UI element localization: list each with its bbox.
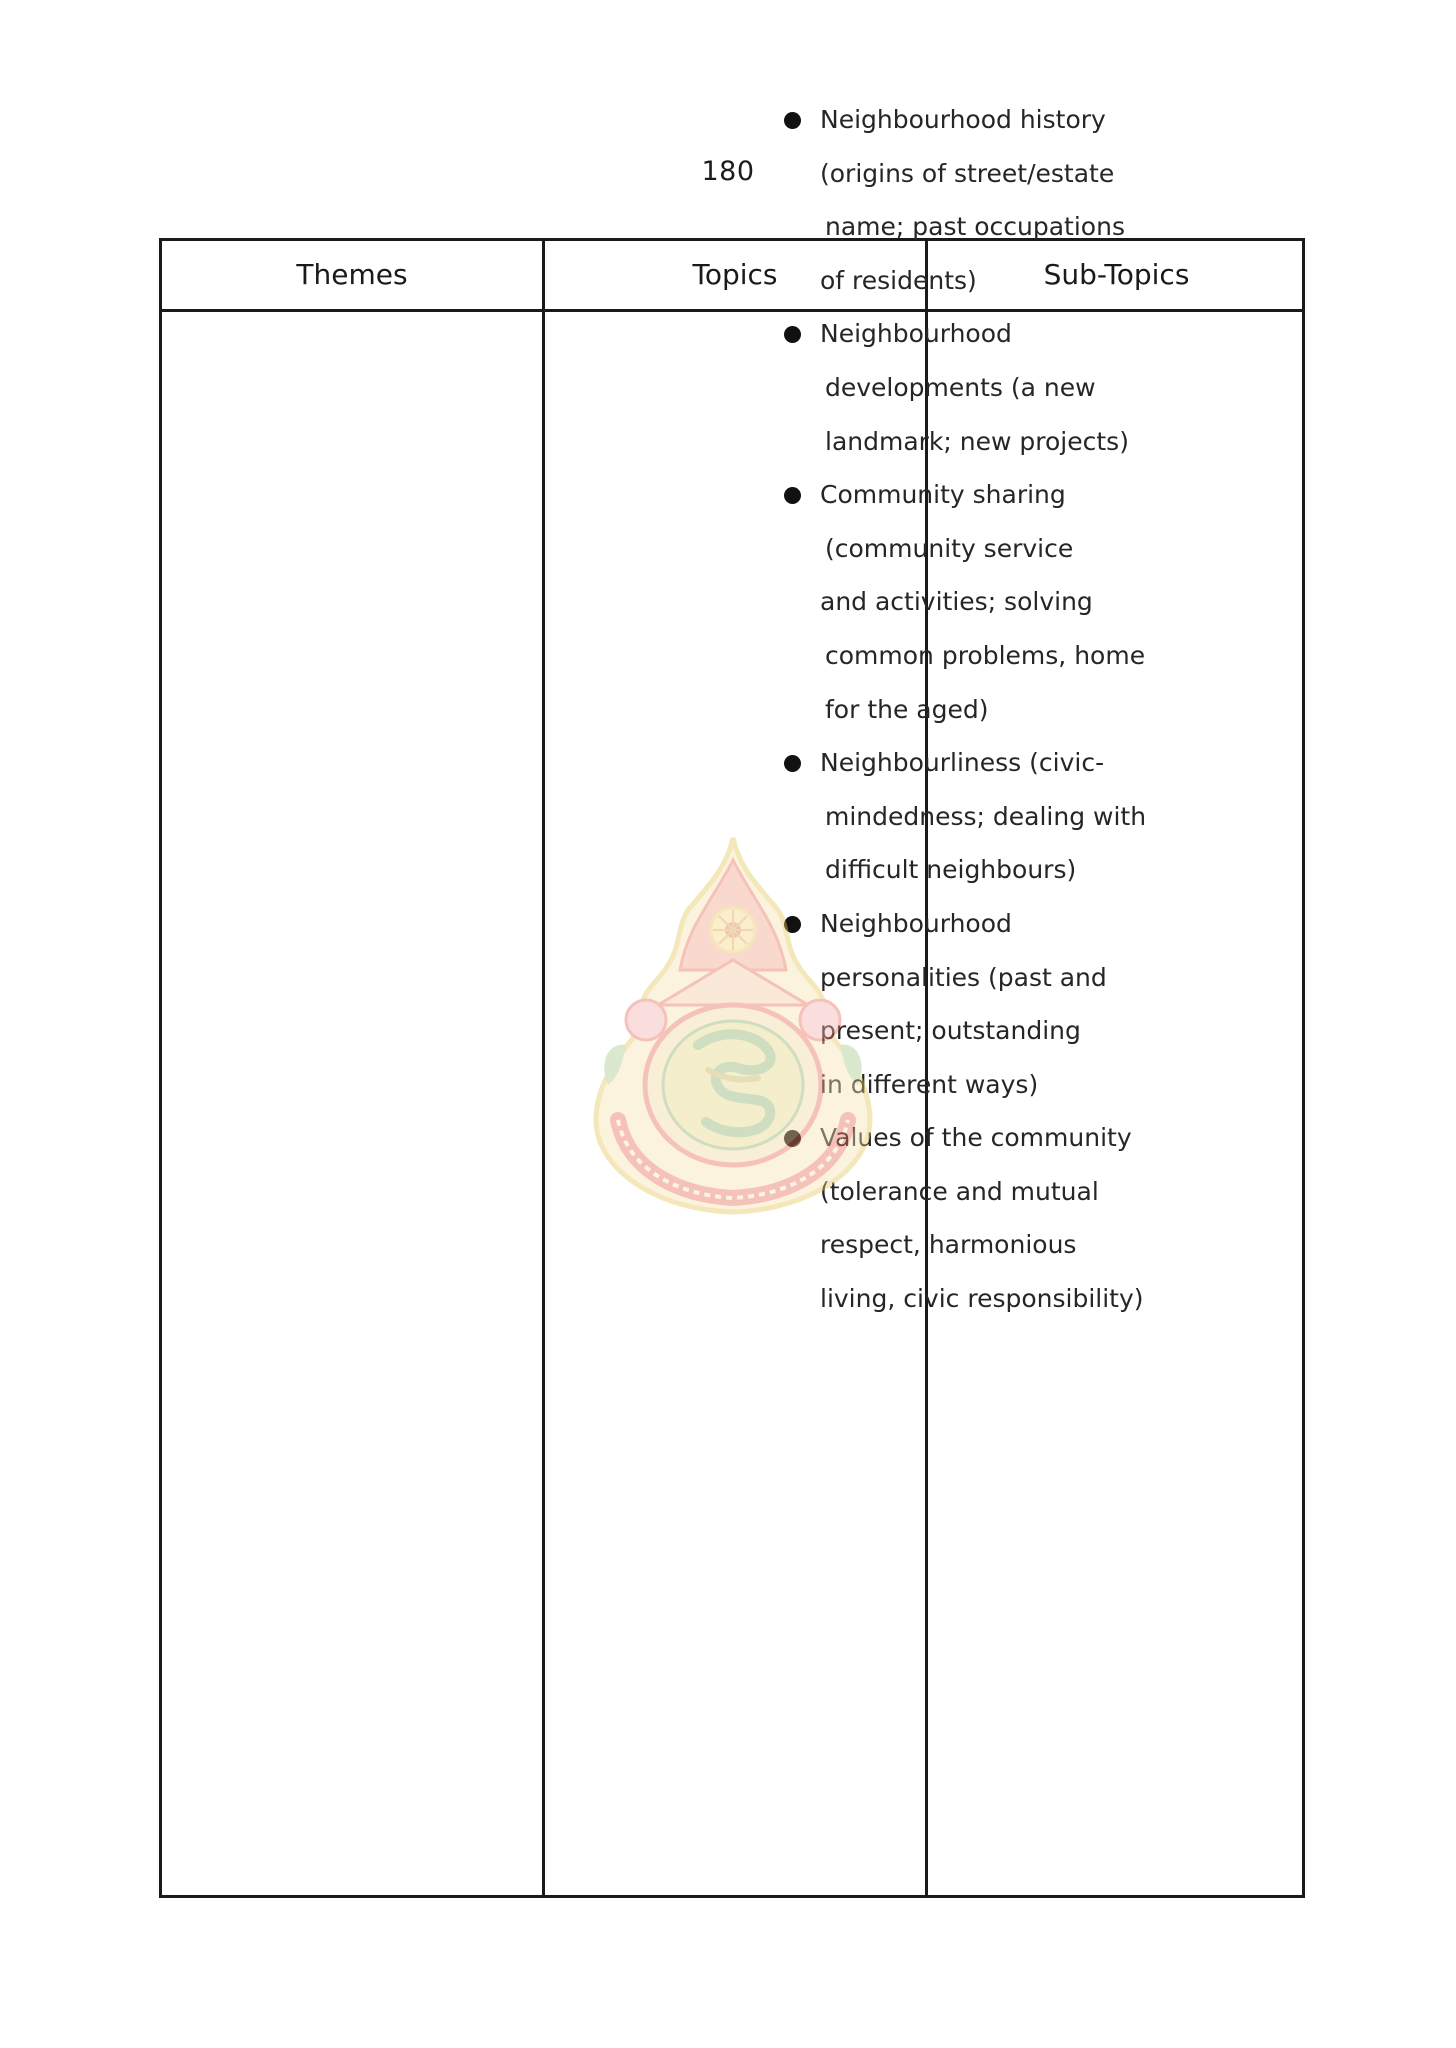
subtopic-line: Neighbourhood history [820,105,1106,134]
list-item [782,93,1142,307]
bullet-icon [784,755,801,772]
subtopic-line: mindedness; dealing with [825,801,1147,831]
subtopic-line: name; past occupations [825,212,1125,242]
office-emblem-icon [588,830,878,1220]
subtopic-line: (tolerance and mutual [820,1176,1099,1206]
subtopic-line: Neighbourhood [820,908,1012,938]
subtopic-line: landmark; new projects) [825,426,1129,456]
subtopic-line: Values of the community [820,1123,1132,1153]
subtopic-line: of residents) [820,265,977,295]
subtopic-line: present; outstanding [820,1016,1081,1046]
header-subtopics: Sub-Topics [1043,258,1190,291]
subtopic-line: Neighbourliness (civic- [820,748,1105,778]
column-divider [542,241,545,1895]
subtopic-line: Community sharing [820,480,1066,510]
list-item [782,468,1146,736]
subtopic-line: developments (a new [825,372,1096,402]
bullet-icon [784,487,801,504]
header-themes: Themes [296,258,408,291]
bullet-icon [784,326,801,343]
subtopic-line: and activities; solving [820,587,1093,617]
subtopic-line: (origins of street/estate [820,158,1115,188]
subtopic-line: (community service [825,533,1074,563]
subtopic-line: personalities (past and [820,962,1107,992]
subtopic-line: difficult neighbours) [825,855,1077,885]
subtopic-line: living, civic responsibility) [820,1284,1144,1314]
page-number: 180 [701,156,755,187]
subtopic-line: common problems, home [825,640,1146,670]
bullet-icon [784,112,801,129]
subtopic-line: Neighbourhood [820,319,1012,349]
list-item [782,307,1142,468]
header-topics: Topics [692,258,778,291]
subtopic-line: for the aged) [825,694,989,724]
subtopic-line: in different ways) [820,1069,1039,1099]
subtopic-line: respect, harmonious [820,1230,1077,1260]
